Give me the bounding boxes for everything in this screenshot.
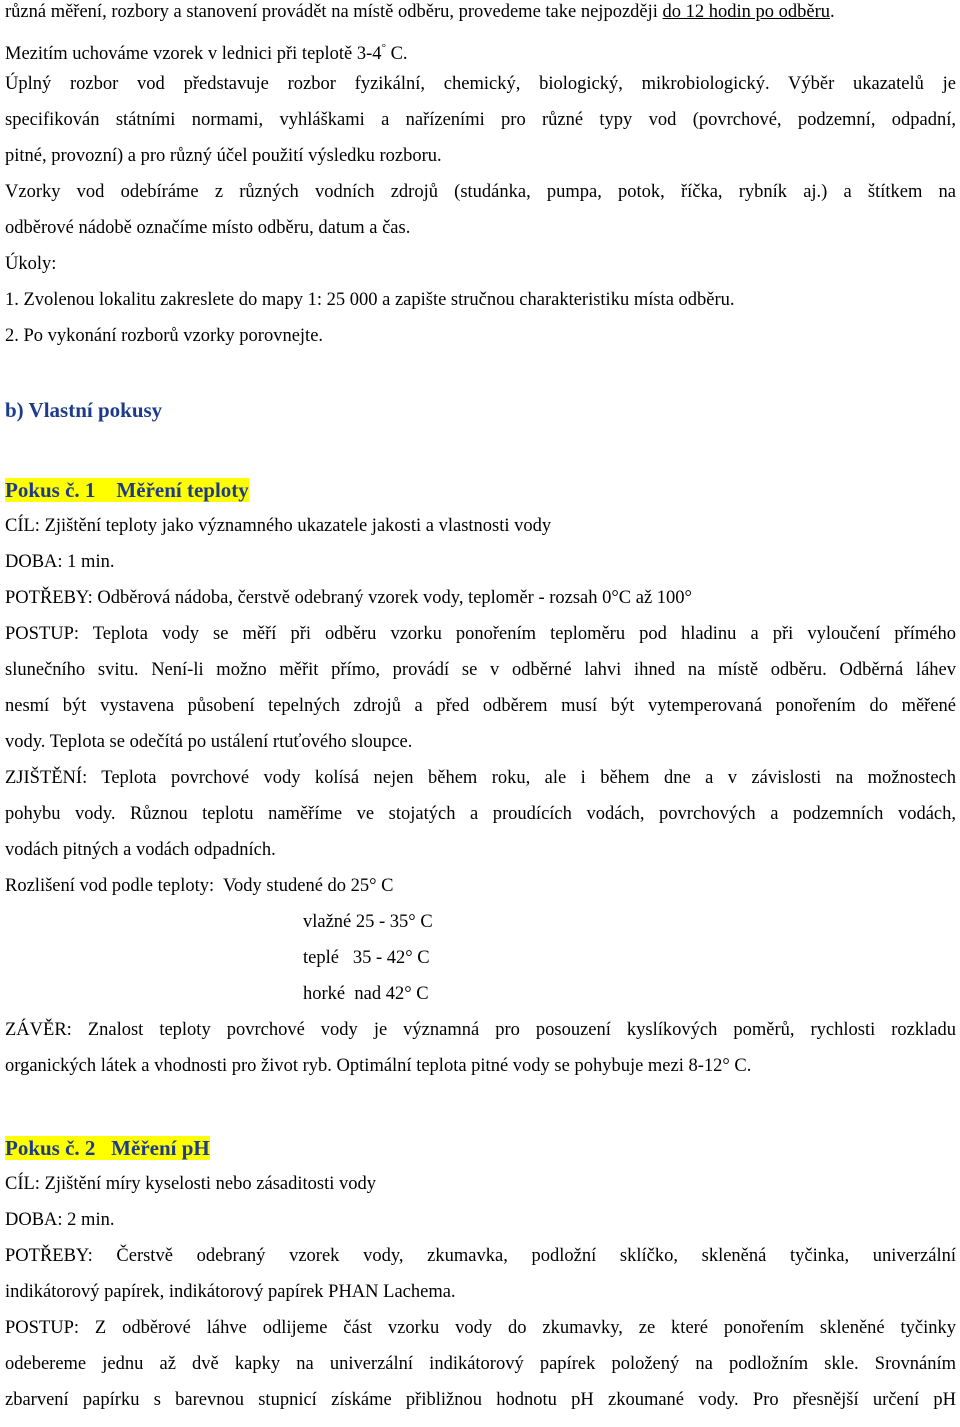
section-heading [5, 392, 956, 428]
pokus2-procedure-1: POSTUP: Z odběrové láhve odlijeme část vzorku vody do zkumavky, ze které ponořením skleněné tyčinky [5, 1318, 956, 1338]
pokus1-procedure-3: nesmí být vystavena působení tepelných zdrojů a před odběrem musí být vytemperovaná ponořením do měřené [5, 696, 956, 716]
intro-line-2 [5, 30, 956, 66]
task-1: 1. Zvolenou lokalitu zakreslete do mapy 1: 25 000 a zapište stručnou charakteristiku místa odběru. [5, 290, 735, 310]
intro-line-3: Úplný rozbor vod představuje rozbor fyzikální, chemický, biologický, mikrobiologický. Výběr ukazatelů je [5, 74, 956, 94]
pokus2-title: Pokus č. 2 Měření pH [5, 1136, 210, 1160]
pokus1-duration: DOBA: 1 min. [5, 552, 115, 572]
intro-line-7: odběrové nádobě označíme místo odběru, datum a čas. [5, 218, 411, 238]
pokus1-heading [5, 472, 956, 508]
pokus1-finding-3: vodách pitných a vodách odpadních. [5, 840, 276, 860]
pokus1-goal: CÍL: Zjištění teploty jako významného ukazatele jakosti a vlastnosti vody [5, 516, 552, 536]
intro-line-6: Vzorky vod odebíráme z různých vodních zdrojů (studánka, pumpa, potok, říčka, rybník aj.) a štítkem na [5, 182, 956, 202]
temperature-class-lukewarm: vlažné 25 - 35° C [303, 912, 433, 932]
intro-line-4: specifikován státními normami, vyhláškami a nařízeními pro různé typy vod (povrchové, podzemní, odpadní, [5, 110, 956, 130]
pokus1-finding-2: pohybu vody. Různou teplotu naměříme ve stojatých a proudících vodách, povrchových a podzemních vodách, [5, 804, 956, 824]
document-page [5, 0, 956, 1418]
pokus2-needs-1: POTŘEBY: Čerstvě odebraný vzorek vody, zkumavka, podložní sklíčko, skleněná tyčinka, univerzální [5, 1246, 956, 1266]
pokus2-procedure-2: odebereme jednu až dvě kapky na univerzální indikátorový papírek položený na podložním skle. Srovnáním [5, 1354, 956, 1374]
pokus1-conclusion-1: ZÁVĚR: Znalost teploty povrchové vody je významná pro posouzení kyslíkových poměrů, rychlosti rozkladu [5, 1020, 956, 1040]
spacer [5, 1084, 956, 1130]
pokus1-title: Pokus č. 1 Měření teploty [5, 478, 249, 502]
section-title: b) Vlastní pokusy [5, 398, 163, 422]
pokus1-finding-1: ZJIŠTĚNÍ: Teplota povrchové vody kolísá nejen během roku, ale i během dne a v závislosti na možnostech [5, 768, 956, 788]
tasks-label: Úkoly: [5, 254, 57, 274]
temperature-classification: Rozlišení vod podle teploty: Vody studené do 25° C [5, 876, 394, 896]
pokus1-procedure-2: slunečního svitu. Není-li možno měřit přímo, provádí se v odběrné lahvi ihned na místě odběru. Odběrná láhev [5, 660, 956, 680]
text-span: různá měření, rozbory a stanovení provádět na místě odběru, provedeme take nejpozději [5, 2, 663, 22]
pokus1-procedure-1: POSTUP: Teplota vody se měří při odběru vzorku ponořením teploměru pod hladinu a při vyloučení přímého [5, 624, 956, 644]
pokus2-duration: DOBA: 2 min. [5, 1210, 115, 1230]
intro-line-5: pitné, provozní) a pro různý účel použití výsledku rozboru. [5, 146, 442, 166]
text-span: Mezitím uchováme vzorek v lednici při teplotě 3-4 [5, 44, 382, 64]
intro-line-1 [5, 0, 956, 30]
underlined-text: do 12 hodin po odběru [662, 2, 831, 22]
pokus1-procedure-4: vody. Teplota se odečítá po ustálení rtuťového sloupce. [5, 732, 413, 752]
pokus2-goal: CÍL: Zjištění míry kyselosti nebo zásaditosti vody [5, 1174, 376, 1194]
spacer [5, 354, 956, 392]
pokus2-heading [5, 1130, 956, 1166]
pokus1-conclusion-2: organických látek a vhodnosti pro život ryb. Optimální teplota pitné vody se pohybuje mezi 8-12° C. [5, 1056, 752, 1076]
pokus1-needs: POTŘEBY: Odběrová nádoba, čerstvě odebraný vzorek vody, teploměr - rozsah 0°C až 100° [5, 588, 692, 608]
degree-sign: ° [381, 42, 386, 54]
task-2: 2. Po vykonání rozborů vzorky porovnejte. [5, 326, 324, 346]
temperature-class-hot: horké nad 42° C [303, 984, 429, 1004]
pokus2-needs-2: indikátorový papírek, indikátorový papírek PHAN Lachema. [5, 1282, 456, 1302]
temperature-class-warm: teplé 35 - 42° C [303, 948, 430, 968]
spacer [5, 428, 956, 472]
pokus2-procedure-3: zbarvení papírku s barevnou stupnicí získáme přibližnou hodnotu pH zkoumané vody. Pro přesnější určení pH [5, 1390, 956, 1410]
text-span: C. [385, 44, 408, 64]
text-span: . [830, 2, 835, 22]
